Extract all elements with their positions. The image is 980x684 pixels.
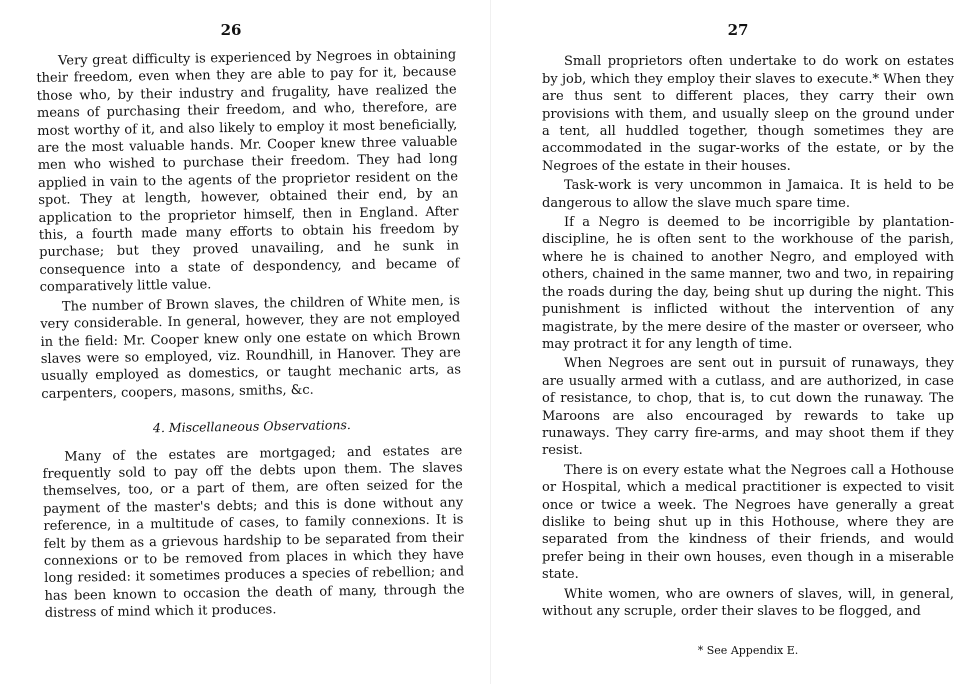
- paragraph: There is on every estate what the Negroes call a Hothouse or Hospital, which a medical practitioner is expected to visit once or twice a week. The Negroes have generally a great dislike to being shut up in this Hothouse, where they are separated from the kindness of their friends, and would prefer being in their own houses, even though in a miserable state.: [542, 462, 954, 583]
- gutter-divider: [490, 0, 491, 684]
- left-page: [0, 0, 480, 684]
- page-number: 27: [727, 21, 749, 39]
- paragraph: Very great difficulty is experienced by Negroes in obtaining their freedom, even when they are able to pay for it, because those who, by their industry and frugality, have realized the means of purchasing their freedom, and who, therefore, are most worthy of it, and also likely to employ it most beneficially, are the most valuable hands. Mr. Cooper knew three valuable men who wished to purchase their freedom. They had long applied in vain to the agents of the proprietor resident on the spot. They at length, however, obtained their end, by an application to the proprietor himself, then in England. After this, a fourth made many efforts to obtain his freedom by purchase; but they proved unavailing, and he sunk in consequence into a state of despondency, and became of comparatively little value.: [36, 47, 460, 296]
- page-number: 26: [220, 21, 242, 39]
- paragraph: Task-work is very uncommon in Jamaica. It is held to be dangerous to allow the slave much spare time.: [542, 178, 954, 211]
- paragraph: The number of Brown slaves, the children of White men, is very considerable. In general, however, they are not employed in the field: Mr. Cooper knew only one estate on which Brown slaves were so employed, viz. Roundhill, in Hanover. They are usually employed as domestics, or taught mechanic arts, as carpenters, coopers, masons, smiths, &c.: [40, 293, 462, 403]
- paragraph: Small proprietors often undertake to do work on estates by job, which they employ their slaves to execute.* When they are thus sent to different places, they carry their own provisions with them, and usually sleep on the ground under a tent, all huddled together, though sometimes they are accommodated in the sugar-works of the estate, or by the Negroes of the estate in their houses.: [542, 54, 954, 174]
- paragraph: White women, who are owners of slaves, will, in general, without any scruple, order their slaves to be flogged, and: [542, 586, 954, 619]
- paragraph: When Negroes are sent out in pursuit of runaways, they are usually armed with a cutlass, and are authorized, in case of resistance, to chop, that is, to cut down the runaway. The Maroons are also encouraged by rewards to take up runaways. They carry fire-arms, and may shoot them if they resist.: [542, 356, 954, 459]
- section-heading: 4. Miscellaneous Observations.: [152, 417, 351, 436]
- left-page-body: [36, 47, 465, 623]
- footnote: * See Appendix E.: [697, 644, 799, 658]
- paragraph: If a Negro is deemed to be incorrigible by plantation-discipline, he is often sent to the workhouse of the parish, where he is chained to another Negro, and employed with others, chained in the same manner, two and two, in repairing the roads during the day, being shut up during the night. This punishment is inflicted without the intervention of any magistrate, by the mere desire of the master or overseer, who may protract it for any length of time.: [542, 215, 954, 352]
- right-page: [500, 0, 980, 684]
- paragraph: Many of the estates are mortgaged; and estates are frequently sold to pay off the debts upon them. The slaves themselves, too, or a part of them, are often seized for the payment of the master's debts; and this is done without any reference, in a multitude of cases, to family connexions. It is felt by them as a grievous hardship to be separated from their connexions or to be removed from places in which they have long resided: it sometimes produces a species of rebellion; and has been known to occasion the death of many, through the distress of mind which it produces.: [42, 443, 465, 622]
